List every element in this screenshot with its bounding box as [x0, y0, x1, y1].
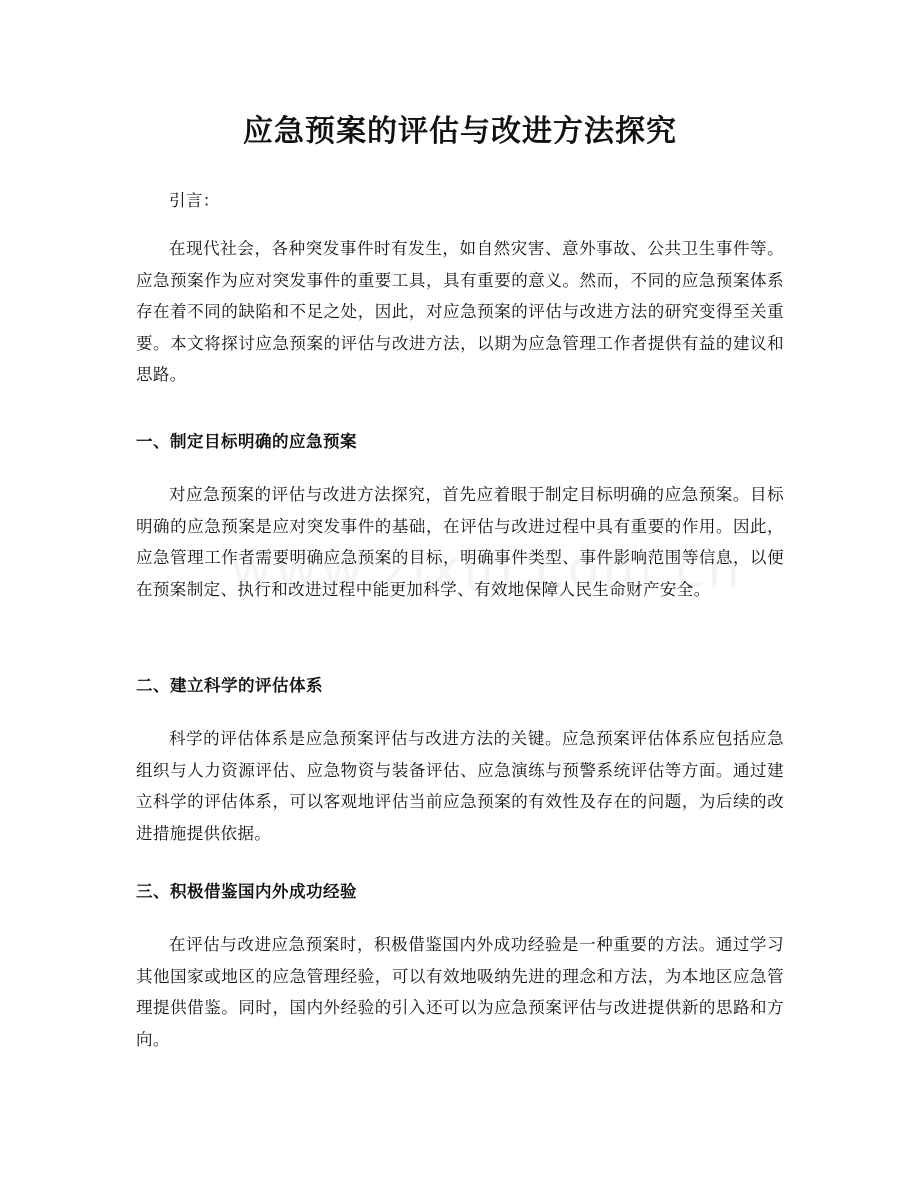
intro-label: 引言： [169, 191, 220, 210]
section-heading-1: 一、制定目标明确的应急预案 [136, 432, 357, 451]
section-paragraph-3: 在评估与改进应急预案时，积极借鉴国内外成功经验是一种重要的方法。通过学习其他国家或地区的应急管理经验，可以有效地吸纳先进的理念和方法，为本地区应急管理提供借鉴。同时，国内外经验的引入还可以为应急预案评估与改进提供新的思路和方向。 [136, 935, 784, 1049]
section-paragraph-2: 科学的评估体系是应急预案评估与改进方法的关键。应急预案评估体系应包括应急组织与人力资源评估、应急物资与装备评估、应急演练与预警系统评估等方面。通过建立科学的评估体系，可以客观地评估当前应急预案的有效性及存在的问题，为后续的改进措施提供依据。 [136, 729, 784, 843]
intro-paragraph: 在现代社会，各种突发事件时有发生，如自然灾害、意外事故、公共卫生事件等。应急预案作为应对突发事件的重要工具，具有重要的意义。然而，不同的应急预案体系存在着不同的缺陷和不足之处，因此，对应急预案的评估与改进方法的研究变得至关重要。本文将探讨应急预案的评估与改进方法，以期为应急管理工作者提供有益的建议和思路。 [136, 239, 784, 385]
section-heading-2: 二、建立科学的评估体系 [136, 676, 323, 695]
page-title: 应急预案的评估与改进方法探究 [243, 114, 677, 149]
section-paragraph-1: 对应急预案的评估与改进方法探究，首先应着眼于制定目标明确的应急预案。目标明确的应急预案是应对突发事件的基础，在评估与改进过程中具有重要的作用。因此，应急管理工作者需要明确应急预案的目标，明确事件类型、事件影响范围等信息，以便在预案制定、执行和改进过程中能更加科学、有效地保障人民生命财产安全。 [136, 485, 784, 599]
section-heading-3: 三、积极借鉴国内外成功经验 [136, 882, 357, 901]
